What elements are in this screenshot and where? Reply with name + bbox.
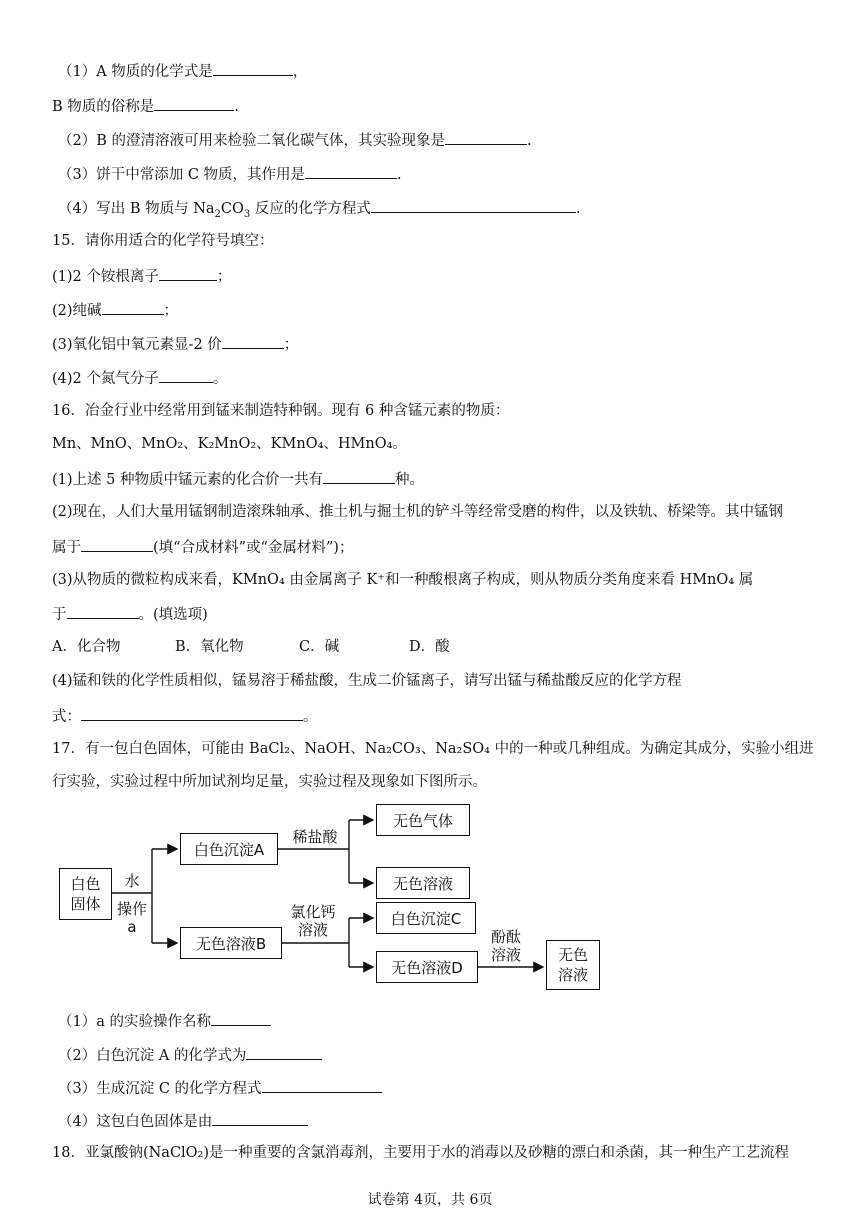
q16-substance-list: Mn、MnO、MnO₂、K₂MnO₂、KMnO₄、HMnO₄。 bbox=[52, 436, 407, 452]
q17-stem-b: 行实验，实验过程中所加试剂均足量，实验过程及现象如下图所示。 bbox=[52, 774, 487, 790]
colorless-solution-box: 无色溶液 bbox=[376, 867, 470, 899]
q17-part1: （1）a 的实验操作名称 bbox=[58, 1010, 271, 1032]
q16-part2-b: 属于 (填“合成材料”或“金属材料”)； bbox=[52, 536, 353, 558]
calcium-chloride-label: 氯化钙 溶液 bbox=[290, 903, 336, 939]
q17-part4: （4）这包白色固体是由 bbox=[58, 1110, 308, 1132]
q15-item2: (2)纯碱 ； bbox=[52, 299, 178, 321]
q15-item3: (3)氧化铝中氧元素显-2 价 ； bbox=[52, 333, 298, 355]
dilute-hcl-label: 稀盐酸 bbox=[292, 828, 338, 846]
q17-part2: （2）白色沉淀 A 的化学式为 bbox=[58, 1044, 322, 1066]
q15-item1: (1)2 个铵根离子 ； bbox=[52, 265, 231, 287]
option-d[interactable]: D．酸 bbox=[409, 639, 450, 655]
q14-part3: （3）饼干中常添加 C 物质，其作用是 . bbox=[58, 163, 402, 185]
q16-stem: 16．冶金行业中经常用到锰来制造特种钢。现有 6 种含锰元素的物质： bbox=[52, 403, 510, 419]
q14-part1-a: （1）A 物质的化学式是 ， bbox=[58, 60, 307, 82]
final-colorless-solution-box: 无色 溶液 bbox=[546, 940, 600, 990]
q16-part2-a: (2)现在，人们大量用锰钢制造滚珠轴承、推土机与掘土机的铲斗等经常受磨的构件，以及铁轨、桥梁等。其中锰钢 bbox=[52, 504, 784, 520]
solution-b-box: 无色溶液B bbox=[180, 927, 282, 959]
q16-part1: (1)上述 5 种物质中锰元素的化合价一共有 种。 bbox=[52, 468, 424, 490]
q16-part4-a: (4)锰和铁的化学性质相似，锰易溶于稀盐酸，生成二价锰离子，请写出锰与稀盐酸反应的化学方程 bbox=[52, 673, 682, 689]
q17-part3: （3）生成沉淀 C 的化学方程式 bbox=[58, 1077, 382, 1099]
q15-item4: (4)2 个氮气分子 。 bbox=[52, 367, 227, 389]
page-footer: 试卷第 4页，共 6页 bbox=[367, 1192, 493, 1208]
answer-blank[interactable] bbox=[262, 1077, 382, 1093]
q14-part1-b: B 物质的俗称是 . bbox=[52, 95, 239, 117]
q16-part3-a: (3)从物质的微粒构成来看，KMnO₄ 由金属离子 K⁺和一种酸根离子构成，则从物质分类角度来看 HMnO₄ 属 bbox=[52, 572, 754, 588]
precipitate-c-box: 白色沉淀C bbox=[376, 902, 476, 934]
q16-part4-b: 式： 。 bbox=[52, 705, 318, 727]
answer-blank[interactable] bbox=[211, 1010, 271, 1026]
answer-blank[interactable] bbox=[212, 1110, 308, 1126]
precipitate-a-box: 白色沉淀A bbox=[180, 833, 278, 865]
phenolphthalein-label: 酚酞 溶液 bbox=[490, 928, 521, 964]
option-b[interactable]: B．氧化物 bbox=[175, 639, 244, 655]
option-c[interactable]: C．碱 bbox=[299, 639, 340, 655]
colorless-gas-box: 无色气体 bbox=[376, 804, 470, 836]
option-a[interactable]: A．化合物 bbox=[52, 639, 121, 655]
answer-blank[interactable] bbox=[246, 1044, 322, 1060]
q16-part3-b: 于 。(填选项) bbox=[52, 603, 208, 625]
white-solid-box: 白色 固体 bbox=[59, 868, 112, 920]
q18-stem: 18．亚氯酸钠(NaClO₂)是一种重要的含氯消毒剂，主要用于水的消毒以及砂糖的漂白和杀菌，其一种生产工艺流程 bbox=[52, 1145, 790, 1161]
q14-part4: （4）写出 B 物质与 $Na_2CO_3$ 反应的化学方程式 . bbox=[58, 197, 581, 219]
solution-d-box: 无色溶液D bbox=[376, 951, 478, 983]
q14-part2: （2）B 的澄清溶液可用来检验二氧化碳气体，其实验现象是 . bbox=[58, 129, 532, 151]
q17-stem-a: 17．有一包白色固体，可能由 BaCl₂、NaOH、Na₂CO₃、Na₂SO₄ 中的一种或几种组成。为确定其成分，实验小组进 bbox=[52, 741, 814, 757]
operation-a-label: 操作 a bbox=[116, 900, 147, 936]
q15-stem: 15．请你用适合的化学符号填空： bbox=[52, 233, 274, 249]
water-label: 水 bbox=[124, 872, 140, 890]
